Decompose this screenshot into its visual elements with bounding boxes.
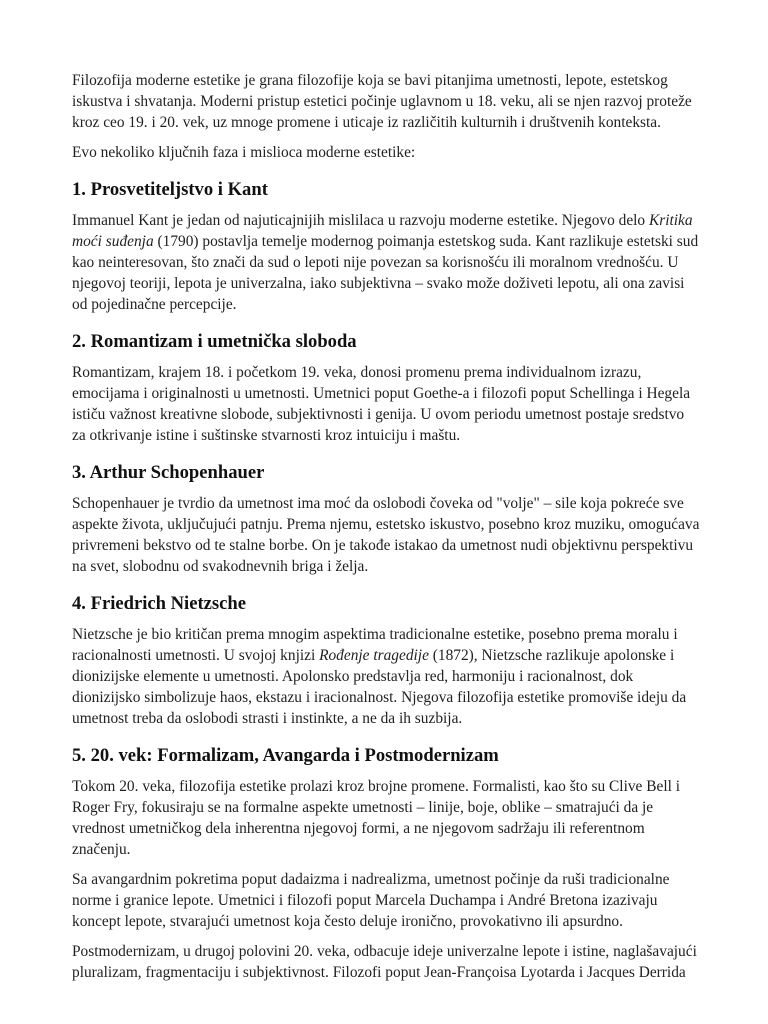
text-run: (1872), Nietzsche razlikuje apolonske i dionizijske elemente u umetnosti. Apolonsko predstavlja red, harmoniju i racionalnost, dok dionizijsko simbolizuje haos, ekstazu i iracionalnost. Njegova filozofija estetike promoviše ideju da umetnost treba da oslobodi strasti i instinkte, a ne da ih suzbija. xyxy=(72,647,687,727)
book-title-rodjenje-tragedije: Rođenje tragedije xyxy=(319,647,429,664)
document-page xyxy=(72,70,700,992)
section-paragraph-nietzsche xyxy=(72,624,700,729)
section-heading-nietzsche: 4. Friedrich Nietzsche xyxy=(72,593,246,614)
section-paragraph-postmodernizam: Postmodernizam, u drugoj polovini 20. veka, odbacuje ideje univerzalne lepote i istine, naglašavajući pluralizam, fragmentaciju i subjektivnost. Filozofi poput Jean-Françoisa Lyotarda i Jacques Derrida xyxy=(72,943,697,981)
section-heading-schopenhauer: 3. Arthur Schopenhauer xyxy=(72,462,265,483)
text-run: Nietzsche je bio kritičan prema mnogim aspektima tradicionalne estetike, posebno prema moralu i racionalnosti umetnosti. U svojoj knjizi xyxy=(72,626,678,664)
text-run: (1790) postavlja temelje modernog poimanja estetskog suda. Kant razlikuje estetski sud kao neinteresovan, što znači da sud o lepoti nije povezan sa korisnošću ili moralnom vrednošću. U njegovoj teoriji, lepota je univerzalna, iako subjektivna – svako može doživeti lepotu, ali ona zavisi od pojedinačne percepcije. xyxy=(72,233,699,313)
book-title-kritika: Kritika moći suđenja xyxy=(72,212,693,250)
section-heading-20-vek: 5. 20. vek: Formalizam, Avangarda i Postmodernizam xyxy=(72,745,499,766)
section-paragraph-romantizam: Romantizam, krajem 18. i početkom 19. veka, donosi promenu prema individualnom izrazu, emocijama i originalnosti u umetnosti. Umetnici poput Goethe-a i filozofi poput Schellinga i Hegela ističu važnost kreativne slobode, subjektivnosti i genija. U ovom periodu umetnost postaje sredstvo za otkrivanje istine i suštinske stvarnosti kroz intuiciju i maštu. xyxy=(72,364,691,444)
section-paragraph-schopenhauer: Schopenhauer je tvrdio da umetnost ima moć da oslobodi čoveka od "volje" – sile koja pokreće sve aspekte života, uključujući patnju. Prema njemu, estetsko iskustvo, posebno kroz muziku, omogućava privremeni bekstvo od te stalne borbe. On je takođe istakao da umetnost nudi objektivnu perspektivu na svet, slobodnu od svakodnevnih briga i želja. xyxy=(72,495,700,575)
section-paragraph-avangarda: Sa avangardnim pokretima poput dadaizma i nadrealizma, umetnost počinje da ruši tradicionalne norme i granice lepote. Umetnici i filozofi poput Marcela Duchampa i André Bretona izazivaju koncept lepote, stvarajući umetnost koja često deluje ironično, provokativno ili apsurdno. xyxy=(72,871,670,930)
intro-paragraph: Filozofija moderne estetike je grana filozofije koja se bavi pitanjima umetnosti, lepote, estetskog iskustva i shvatanja. Moderni pristup estetici počinje uglavnom u 18. veku, ali se njen razvoj proteže kroz ceo 19. i 20. vek, uz mnoge promene i uticaje iz različitih kulturnih i društvenih konteksta. xyxy=(72,72,692,131)
section-paragraph-kant xyxy=(72,210,700,315)
section-heading-romantizam: 2. Romantizam i umetnička sloboda xyxy=(72,331,357,352)
section-paragraph-formalizam: Tokom 20. veka, filozofija estetike prolazi kroz brojne promene. Formalisti, kao što su Clive Bell i Roger Fry, fokusiraju se na formalne aspekte umetnosti – linije, boje, oblike – smatrajući da je vrednost umetničkog dela inherentna njegovoj formi, a ne njegovom sadržaju ili referentnom značenju. xyxy=(72,778,680,858)
section-heading-kant: 1. Prosvetiteljstvo i Kant xyxy=(72,179,268,200)
text-run: Immanuel Kant je jedan od najuticajnijih mislilaca u razvoju moderne estetike. Njegovo delo xyxy=(72,212,649,229)
intro-lead-paragraph: Evo nekoliko ključnih faza i mislioca moderne estetike: xyxy=(72,144,416,161)
